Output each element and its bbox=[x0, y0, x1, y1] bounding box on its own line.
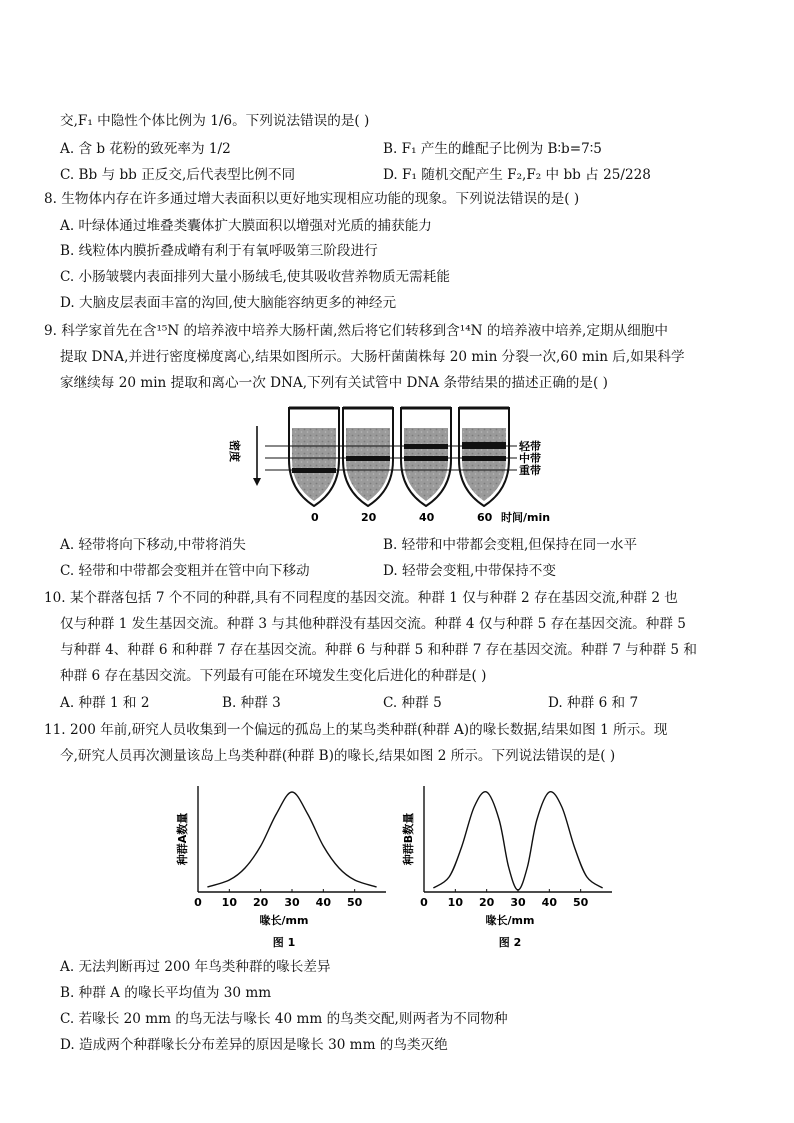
distribution-curve bbox=[207, 792, 376, 887]
q8-stem: 8. 生物体内存在许多通过增大表面积以更好地实现相应功能的现象。下列说法错误的是( ) bbox=[44, 191, 580, 207]
density-label: 密度 bbox=[228, 440, 241, 462]
density-arrow-head bbox=[253, 478, 261, 486]
q10-option-d[interactable]: D. 种群 6 和 7 bbox=[548, 695, 639, 711]
x-tick-label: 40 bbox=[315, 896, 331, 909]
q11-option-b[interactable]: B. 种群 A 的喙长平均值为 30 mm bbox=[60, 985, 272, 1001]
q10-option-a[interactable]: A. 种群 1 和 2 bbox=[60, 695, 150, 711]
q7-option-a[interactable]: A. 含 b 花粉的致死率为 1/2 bbox=[60, 141, 231, 157]
y-axis-label: 种群A数量 bbox=[176, 812, 189, 866]
centrifuge-tubes-figure bbox=[225, 398, 565, 528]
tube-20min bbox=[343, 408, 393, 506]
band-label-light: 轻带 bbox=[519, 440, 541, 453]
time-tick-60: 60 bbox=[477, 511, 493, 524]
chart-title: 图 1 bbox=[272, 936, 296, 949]
beak-length-chart-population-a bbox=[172, 780, 394, 950]
q8-option-d[interactable]: D. 大脑皮层表面丰富的沟回,使大脑能容纳更多的神经元 bbox=[60, 295, 397, 311]
time-tick-0: 0 bbox=[311, 511, 319, 524]
x-tick-label: 30 bbox=[284, 896, 300, 909]
band-label-heavy: 重带 bbox=[519, 464, 541, 477]
x-tick-label: 50 bbox=[347, 896, 363, 909]
x-tick-label: 30 bbox=[510, 896, 526, 909]
time-axis-unit: 时间/min bbox=[501, 511, 551, 524]
x-tick-label: 0 bbox=[194, 896, 202, 909]
chart-title: 图 2 bbox=[498, 936, 522, 949]
x-tick-label: 50 bbox=[573, 896, 589, 909]
time-tick-40: 40 bbox=[419, 511, 435, 524]
x-axis-label: 喙长/mm bbox=[485, 914, 535, 927]
q9-option-c[interactable]: C. 轻带和中带都会变粗并在管中向下移动 bbox=[60, 563, 310, 579]
q7-stem-line: 交,F₁ 中隐性个体比例为 1/6。下列说法错误的是( ) bbox=[60, 113, 370, 129]
q8-option-b[interactable]: B. 线粒体内膜折叠成嵴有利于有氧呼吸第三阶段进行 bbox=[60, 243, 378, 259]
y-axis-label: 种群B数量 bbox=[402, 812, 415, 866]
q11-stem-line-1: 11. 200 年前,研究人员收集到一个偏远的孤岛上的某鸟类种群(种群 A)的喙长数据,结果如图 1 所示。现 bbox=[44, 722, 668, 738]
q11-option-c[interactable]: C. 若喙长 20 mm 的鸟无法与喙长 40 mm 的鸟类交配,则两者为不同物种 bbox=[60, 1011, 508, 1027]
q8-option-c[interactable]: C. 小肠皱襞内表面排列大量小肠绒毛,使其吸收营养物质无需耗能 bbox=[60, 269, 450, 285]
q9-stem-line-2: 提取 DNA,并进行密度梯度离心,结果如图所示。大肠杆菌菌株每 20 min 分裂一次,60 min 后,如果科学 bbox=[60, 349, 685, 365]
q10-option-b[interactable]: B. 种群 3 bbox=[222, 695, 281, 711]
q10-stem-line-4: 种群 6 存在基因交流。下列最有可能在环境发生变化后进化的种群是( ) bbox=[60, 668, 487, 684]
band-label-middle: 中带 bbox=[519, 452, 541, 465]
q9-stem-line-3: 家继续每 20 min 提取和离心一次 DNA,下列有关试管中 DNA 条带结果的描述正确的是( ) bbox=[60, 375, 608, 391]
q10-option-c[interactable]: C. 种群 5 bbox=[383, 695, 442, 711]
q10-stem-line-1: 10. 某个群落包括 7 个不同的种群,具有不同程度的基因交流。种群 1 仅与种群 2 存在基因交流,种群 2 也 bbox=[44, 590, 678, 606]
time-tick-20: 20 bbox=[361, 511, 377, 524]
q11-option-a[interactable]: A. 无法判断再过 200 年鸟类种群的喙长差异 bbox=[60, 959, 331, 975]
x-tick-label: 40 bbox=[541, 896, 557, 909]
q9-option-b[interactable]: B. 轻带和中带都会变粗,但保持在同一水平 bbox=[383, 537, 638, 553]
q7-option-c[interactable]: C. Bb 与 bb 正反交,后代表型比例不同 bbox=[60, 167, 296, 183]
x-tick-label: 0 bbox=[420, 896, 428, 909]
q7-option-b[interactable]: B. F₁ 产生的雌配子比例为 B∶b=7∶5 bbox=[383, 141, 602, 157]
q11-option-d[interactable]: D. 造成两个种群喙长分布差异的原因是喙长 30 mm 的鸟类灭绝 bbox=[60, 1037, 448, 1053]
x-axis-label: 喙长/mm bbox=[259, 914, 309, 927]
tube-0min bbox=[289, 408, 339, 506]
distribution-curve bbox=[433, 792, 602, 890]
x-tick-label: 20 bbox=[479, 896, 495, 909]
beak-length-chart-population-b bbox=[398, 780, 620, 950]
q7-option-d[interactable]: D. F₁ 随机交配产生 F₂,F₂ 中 bb 占 25/228 bbox=[383, 167, 651, 183]
q9-stem-line-1: 9. 科学家首先在含¹⁵N 的培养液中培养大肠杆菌,然后将它们转移到含¹⁴N 的培养液中培养,定期从细胞中 bbox=[44, 323, 668, 339]
x-tick-label: 10 bbox=[221, 896, 237, 909]
q10-stem-line-2: 仅与种群 1 发生基因交流。种群 3 与其他种群没有基因交流。种群 4 仅与种群 5 存在基因交流。种群 5 bbox=[60, 616, 686, 632]
q8-option-a[interactable]: A. 叶绿体通过堆叠类囊体扩大膜面积以增强对光质的捕获能力 bbox=[60, 218, 432, 234]
q11-stem-line-2: 今,研究人员再次测量该岛上鸟类种群(种群 B)的喙长,结果如图 2 所示。下列说法错误的是( ) bbox=[60, 748, 616, 764]
q9-option-d[interactable]: D. 轻带会变粗,中带保持不变 bbox=[383, 563, 556, 579]
q9-option-a[interactable]: A. 轻带将向下移动,中带将消失 bbox=[60, 537, 246, 553]
tube-40min bbox=[401, 408, 451, 506]
q10-stem-line-3: 与种群 4、种群 6 和种群 7 存在基因交流。种群 6 与种群 5 和种群 7 存在基因交流。种群 7 与种群 5 和 bbox=[60, 642, 697, 658]
x-tick-label: 10 bbox=[447, 896, 463, 909]
tube-60min bbox=[459, 408, 509, 506]
x-tick-label: 20 bbox=[253, 896, 269, 909]
